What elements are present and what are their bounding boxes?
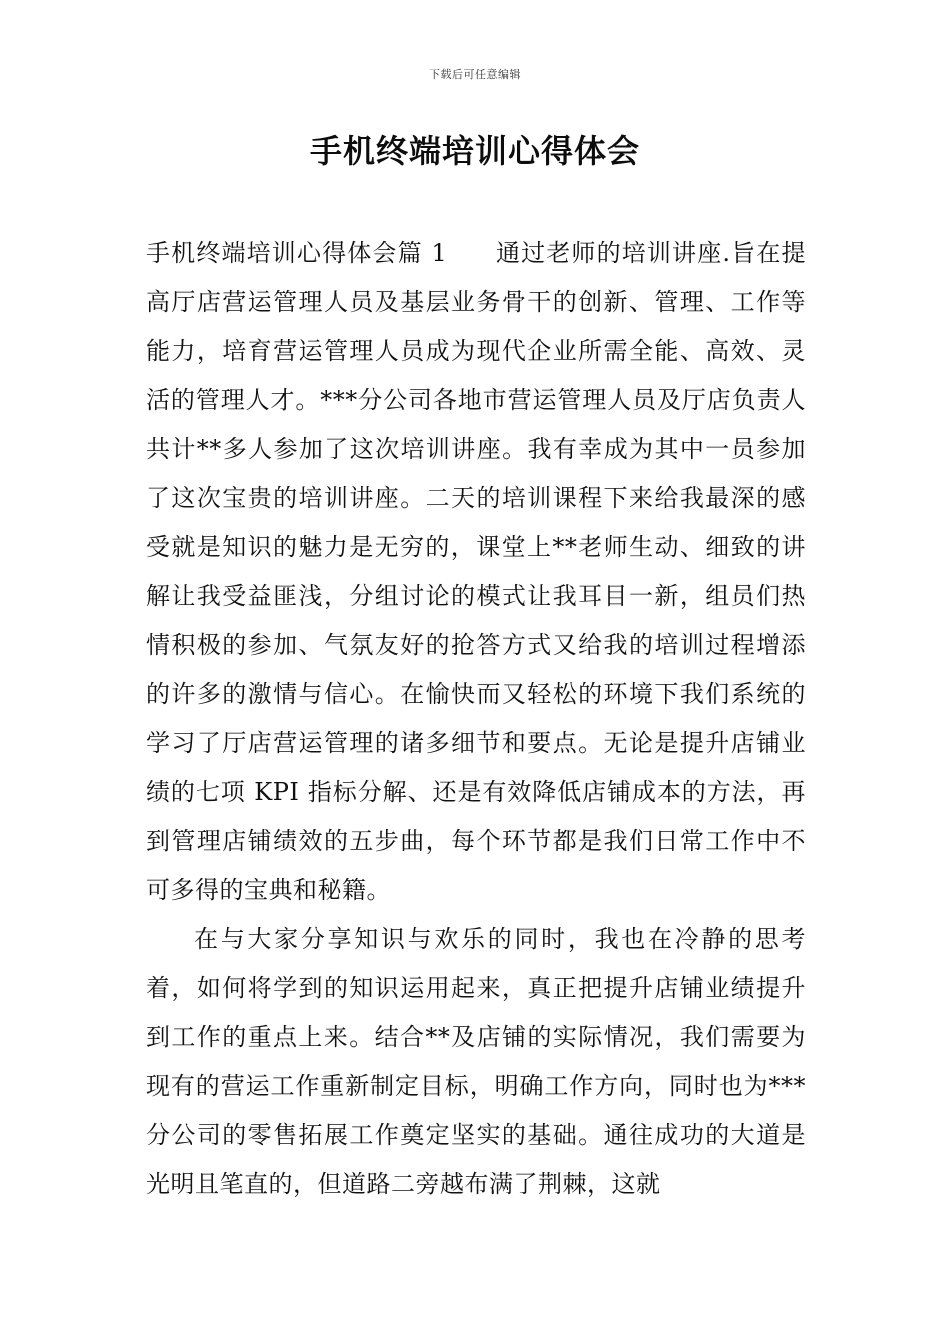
- document-title: 手机终端培训心得体会: [309, 132, 640, 170]
- paragraph-1-lead: 手机终端培训心得体会篇 1: [146, 239, 448, 267]
- paragraph-1: [146, 229, 806, 915]
- paragraph-2: 在与大家分享知识与欢乐的同时，我也在冷静的思考着，如何将学到的知识运用起来，真正把提升店铺业绩提升到工作的重点上来。结合**及店铺的实际情况，我们需要为现有的营运工作重新制定目标，明确工作方向，同时也为***分公司的零售拓展工作奠定坚实的基础。通往成功的大道是光明且笔直的，但道路二旁越布满了荆棘，这就: [146, 925, 806, 1198]
- header-note: 下载后可任意编辑: [429, 68, 521, 81]
- document-body: [146, 229, 806, 1209]
- paragraph-1-text: 通过老师的培训讲座.旨在提高厅店营运管理人员及基层业务骨干的创新、管理、工作等能力，培育营运管理人员成为现代企业所需全能、高效、灵活的管理人才。***分公司各地市营运管理人员及厅店负责人共计**多人参加了这次培训讲座。我有幸成为其中一员参加了这次宝贵的培训讲座。二天的培训课程下来给我最深的感受就是知识的魅力是无穷的，课堂上**老师生动、细致的讲解让我受益匪浅，分组讨论的模式让我耳目一新，组员们热情积极的参加、气氛友好的抢答方式又给我的培训过程增添的许多的激情与信心。在愉快而又轻松的环境下我们系统的学习了厅店营运管理的诸多细节和要点。无论是提升店铺业绩的七项 KPI 指标分解、还是有效降低店铺成本的方法，再到管理店铺绩效的五步曲，每个环节都是我们日常工作中不可多得的宝典和秘籍。: [146, 239, 806, 904]
